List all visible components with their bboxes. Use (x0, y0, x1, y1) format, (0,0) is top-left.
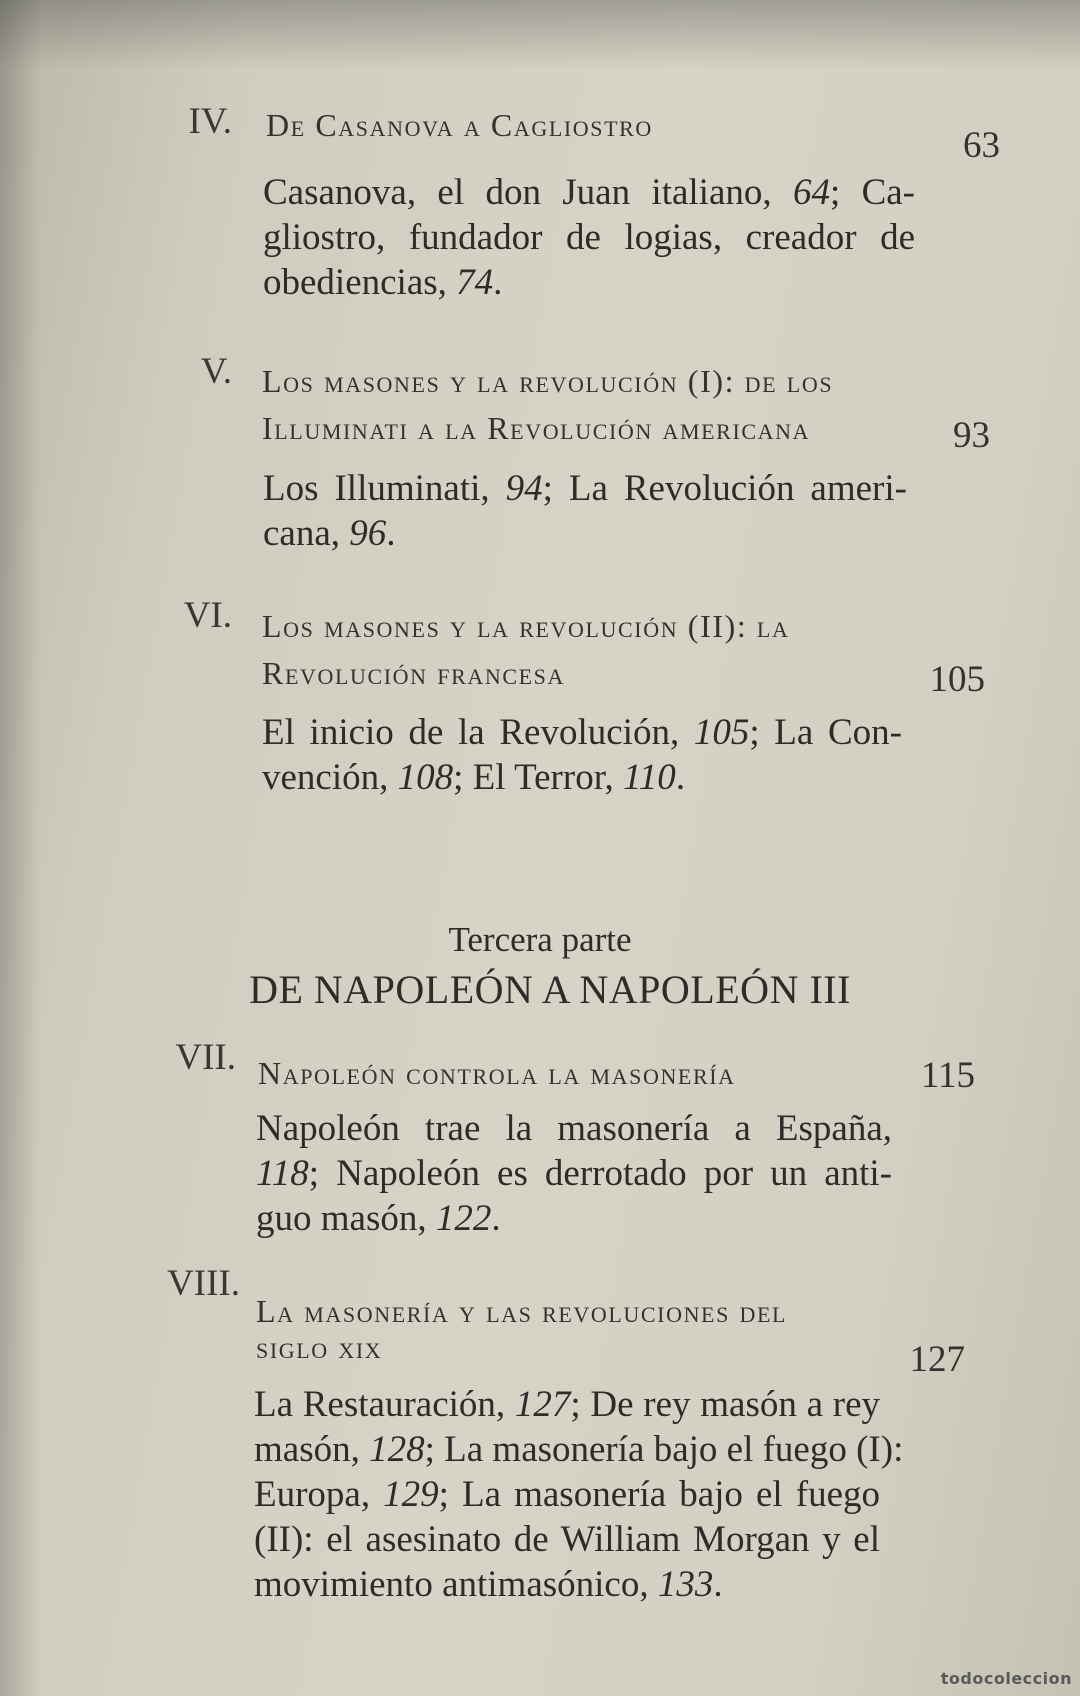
summary-text: guo masón, (256, 1198, 436, 1239)
page-reference: 110 (623, 757, 676, 798)
summary-text: masón, (254, 1429, 370, 1470)
chapter-title-continued: Revolución francesa (262, 655, 565, 691)
part-title: DE NAPOLEÓN A NAPOLEÓN III (249, 967, 851, 1012)
chapter-title: La masonería y las revoluciones del (256, 1293, 788, 1329)
chapter-summary (254, 1382, 904, 1607)
chapter-title: Los masones y la revolución (I): de los (262, 363, 834, 399)
summary-text: gliostro, fundador de logias, creador de (263, 217, 915, 258)
chapter-title: Napoleón controla la masonería (258, 1055, 736, 1091)
summary-text: ; La masonería bajo el fuego (438, 1474, 880, 1515)
chapter-title-continued: siglo xix (256, 1329, 383, 1365)
summary-text: ; La Revolución ameri- (542, 468, 907, 509)
watermark-logo: todocoleccion (940, 1669, 1072, 1688)
summary-line (263, 511, 907, 556)
chapter-title-continued: Illuminati a la Revolución americana (262, 410, 811, 446)
chapter-number: VII. (175, 1037, 236, 1078)
summary-line (254, 1427, 904, 1472)
summary-text: . (493, 262, 503, 303)
summary-line (254, 1472, 880, 1517)
chapter-page-number: 63 (963, 125, 1000, 166)
chapter-summary (256, 1106, 892, 1241)
summary-text: Casanova, el don Juan italiano, (263, 172, 793, 213)
chapter-number: VIII. (167, 1263, 240, 1304)
summary-text: obediencias, (263, 262, 457, 303)
summary-line (263, 215, 915, 260)
summary-line (263, 170, 915, 215)
summary-text: . (713, 1564, 723, 1605)
summary-text: ; El Terror, (453, 757, 624, 798)
page-reference: 122 (435, 1198, 492, 1239)
summary-line (254, 1382, 880, 1427)
summary-text: . (386, 513, 396, 554)
summary-text: ; Napoleón es derrotado por un anti- (308, 1153, 892, 1194)
summary-line (263, 466, 907, 511)
page-reference: 128 (369, 1429, 425, 1470)
summary-text: Napoleón trae la masonería a España, (256, 1108, 892, 1149)
chapter-number: VI. (183, 595, 232, 636)
page-reference: 118 (256, 1153, 309, 1194)
summary-line (262, 755, 902, 800)
page-reference: 129 (383, 1474, 439, 1515)
summary-text: . (491, 1198, 501, 1239)
summary-text: La Restauración, (254, 1384, 515, 1425)
chapter-page-number: 127 (909, 1339, 965, 1380)
summary-line (262, 710, 902, 755)
chapter-summary (263, 466, 907, 556)
chapter-number: IV. (188, 101, 232, 142)
page-reference: 133 (657, 1564, 714, 1605)
part-label: Tercera parte (448, 920, 632, 959)
chapter-title: De Casanova a Cagliostro (266, 107, 653, 143)
summary-line (256, 1151, 892, 1196)
summary-text: (II): el asesinato de William Morgan y el (254, 1519, 880, 1560)
chapter-page-number: 93 (953, 415, 990, 456)
chapter-summary (263, 170, 915, 305)
page-reference: 105 (693, 712, 750, 753)
summary-text: Europa, (254, 1474, 384, 1515)
summary-text: Los Illuminati, (263, 468, 506, 509)
summary-text: . (675, 757, 686, 798)
page-reference: 74 (456, 262, 494, 303)
summary-text: ; La Con- (749, 712, 902, 753)
page-reference: 64 (792, 172, 830, 213)
chapter-number: V. (200, 351, 232, 392)
summary-text: El inicio de la Revolución, (262, 712, 694, 753)
page-reference: 96 (349, 513, 387, 554)
summary-line (263, 260, 915, 305)
page-reference: 127 (514, 1384, 571, 1425)
chapter-summary (262, 710, 902, 800)
summary-text: ; La masonería bajo el fuego (I): (424, 1429, 904, 1470)
summary-line (256, 1196, 892, 1241)
summary-text: vención, (262, 757, 398, 798)
summary-text: cana, (263, 513, 350, 554)
chapter-page-number: 115 (920, 1055, 975, 1096)
chapter-title: Los masones y la revolución (II): la (262, 608, 790, 644)
page-reference: 108 (397, 757, 454, 798)
summary-text: movimiento antimasónico, (254, 1564, 658, 1605)
summary-text: ; Ca- (829, 172, 915, 213)
summary-line (256, 1106, 892, 1151)
page-reference: 94 (505, 468, 543, 509)
summary-text: ; De rey masón a rey (570, 1384, 880, 1425)
summary-line (254, 1562, 880, 1607)
chapter-page-number: 105 (929, 659, 985, 700)
summary-line (254, 1517, 880, 1562)
